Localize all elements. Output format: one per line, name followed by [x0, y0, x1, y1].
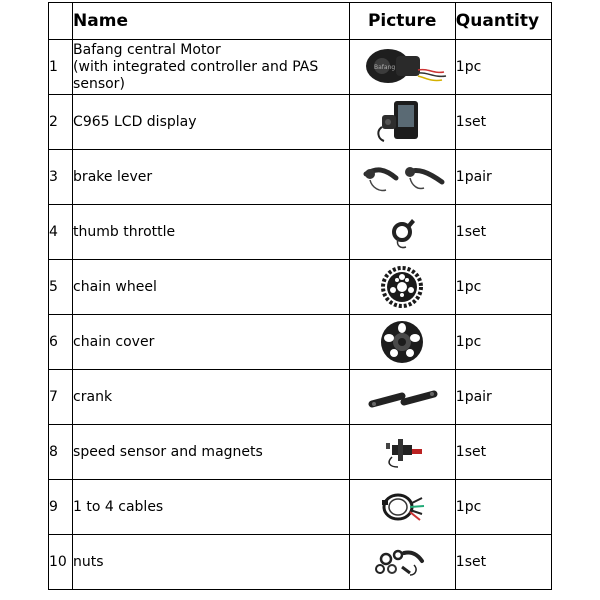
row-number: 1 — [49, 40, 73, 95]
item-picture — [349, 260, 455, 315]
table-row — [49, 205, 552, 260]
item-picture — [349, 425, 455, 480]
table-row — [49, 315, 552, 370]
item-quantity: 1set — [455, 205, 551, 260]
nuts-icon — [352, 537, 452, 587]
item-picture — [349, 480, 455, 535]
header-picture: Picture — [349, 3, 455, 40]
item-name: C965 LCD display — [73, 95, 350, 150]
table-row — [49, 370, 552, 425]
svg-text:Bafang: Bafang — [374, 64, 396, 71]
item-name: chain wheel — [73, 260, 350, 315]
row-number: 7 — [49, 370, 73, 425]
item-picture — [349, 205, 455, 260]
motor-icon — [352, 42, 452, 92]
row-number: 5 — [49, 260, 73, 315]
item-quantity: 1pc — [455, 260, 551, 315]
item-quantity: 1pc — [455, 40, 551, 95]
item-name: Bafang central Motor (with integrated controller and PAS sensor) — [73, 40, 350, 95]
header-row — [49, 3, 552, 40]
row-number: 2 — [49, 95, 73, 150]
item-name: crank — [73, 370, 350, 425]
row-number: 4 — [49, 205, 73, 260]
item-picture — [349, 370, 455, 425]
cables-icon — [352, 482, 452, 532]
brake-lever-icon — [352, 152, 452, 202]
item-picture — [349, 150, 455, 205]
item-quantity: 1set — [455, 95, 551, 150]
item-name: thumb throttle — [73, 205, 350, 260]
speed-sensor-icon — [352, 427, 452, 477]
item-picture — [349, 535, 455, 590]
table-row — [49, 40, 552, 95]
lcd-display-icon — [352, 97, 452, 147]
item-quantity: 1set — [455, 535, 551, 590]
row-number: 3 — [49, 150, 73, 205]
crank-icon — [352, 372, 452, 422]
table-row — [49, 95, 552, 150]
header-name: Name — [73, 3, 350, 40]
header-number — [49, 3, 73, 40]
table-row — [49, 425, 552, 480]
table-row — [49, 150, 552, 205]
row-number: 6 — [49, 315, 73, 370]
thumb-throttle-icon — [352, 207, 452, 257]
table-row — [49, 480, 552, 535]
item-quantity: 1pair — [455, 370, 551, 425]
item-picture — [349, 95, 455, 150]
chain-wheel-icon — [352, 262, 452, 312]
item-quantity: 1set — [455, 425, 551, 480]
item-picture — [349, 315, 455, 370]
item-name: chain cover — [73, 315, 350, 370]
item-name: brake lever — [73, 150, 350, 205]
chain-cover-icon — [352, 317, 452, 367]
header-quantity: Quantity — [455, 3, 551, 40]
row-number: 9 — [49, 480, 73, 535]
item-quantity: 1pair — [455, 150, 551, 205]
table-row — [49, 260, 552, 315]
item-name: nuts — [73, 535, 350, 590]
parts-table — [48, 2, 552, 590]
item-quantity: 1pc — [455, 480, 551, 535]
item-picture — [349, 40, 455, 95]
table-row — [49, 535, 552, 590]
item-name: 1 to 4 cables — [73, 480, 350, 535]
item-quantity: 1pc — [455, 315, 551, 370]
row-number: 10 — [49, 535, 73, 590]
item-name: speed sensor and magnets — [73, 425, 350, 480]
row-number: 8 — [49, 425, 73, 480]
